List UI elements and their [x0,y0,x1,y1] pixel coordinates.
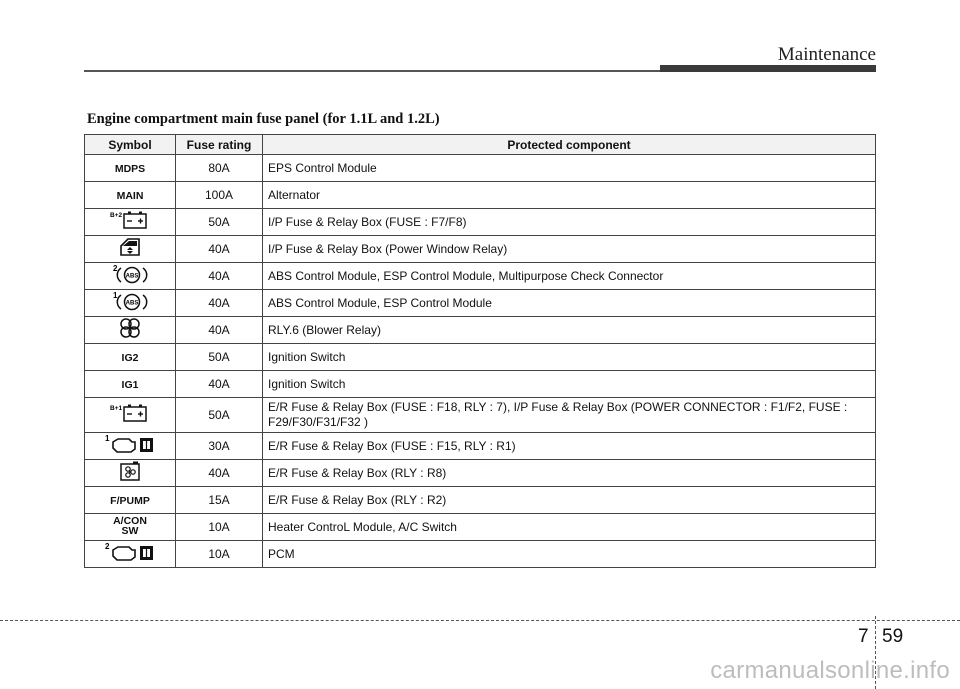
fuse-rating-cell: 40A [176,317,263,344]
fuse-rating-cell: 40A [176,236,263,263]
symbol-cell [85,398,176,433]
battery-icon [110,403,150,427]
protected-component-cell: Alternator [263,182,876,209]
header-symbol: Symbol [85,135,176,155]
protected-component-cell: E/R Fuse & Relay Box (FUSE : F15, RLY : R1) [263,433,876,460]
fuse-rating-cell: 40A [176,460,263,487]
table-row [85,317,876,344]
symbol-cell [85,460,176,487]
symbol-cell [85,263,176,290]
table-row [85,182,876,209]
symbol-cell [85,371,176,398]
symbol-cell [85,290,176,317]
fuse-rating-cell: 30A [176,433,263,460]
symbol-label: IG2 [121,351,139,364]
page-section-number: 7 [858,626,869,647]
table-row [85,236,876,263]
page-number: 59 [882,626,904,647]
protected-component-cell: I/P Fuse & Relay Box (Power Window Relay) [263,236,876,263]
battery-icon [110,210,150,234]
fuse-rating-cell: 50A [176,209,263,236]
abs-index: 2 [113,264,118,273]
symbol-cell [85,317,176,344]
fuse-rating-cell: 80A [176,155,263,182]
header-rule [84,70,660,72]
fuse-rating-cell: 10A [176,541,263,568]
engine-index: 1 [105,434,110,443]
engine-manual-icon [105,434,155,458]
header-tab-bar [660,65,876,72]
symbol-label: IG1 [121,378,139,391]
fuse-rating-cell: 15A [176,487,263,514]
protected-component-cell: RLY.6 (Blower Relay) [263,317,876,344]
symbol-label: MDPS [114,162,146,175]
fuse-rating-cell: 10A [176,514,263,541]
table-row [85,263,876,290]
table-row [85,487,876,514]
symbol-label: A/CON SW [113,515,147,537]
fuse-rating-cell: 40A [176,263,263,290]
protected-component-cell: E/R Fuse & Relay Box (RLY : R2) [263,487,876,514]
symbol-cell [85,209,176,236]
table-header-row [85,135,876,155]
engine-manual-icon [105,542,155,566]
protected-component-cell: ABS Control Module, ESP Control Module [263,290,876,317]
header-fuse-rating: Fuse rating [176,135,263,155]
symbol-cell [85,541,176,568]
table-row [85,398,876,433]
power-window-icon [119,237,141,261]
abs-index: 1 [113,291,118,300]
cooling-fan-icon [119,461,141,485]
page-header-title: Maintenance [777,44,876,65]
protected-component-cell: Ignition Switch [263,344,876,371]
watermark: carmanualsonline.info [710,657,950,684]
symbol-label: MAIN [116,189,144,202]
header-protected-component: Protected component [263,135,876,155]
protected-component-cell: Ignition Switch [263,371,876,398]
table-row [85,460,876,487]
protected-component-cell: Heater ControL Module, A/C Switch [263,514,876,541]
fuse-rating-cell: 50A [176,344,263,371]
abs-text: ABS [125,273,139,280]
symbol-cell [85,487,176,514]
table-row [85,344,876,371]
table-row [85,433,876,460]
symbol-cell [85,236,176,263]
table-row [85,371,876,398]
fuse-rating-cell: 50A [176,398,263,433]
table-row [85,290,876,317]
symbol-label: F/PUMP [110,494,150,507]
table-row [85,541,876,568]
battery-label: B+1 [110,405,123,412]
table-row [85,209,876,236]
abs-text: ABS [125,300,139,307]
fuse-rating-cell: 40A [176,371,263,398]
section-title: Engine compartment main fuse panel (for 1.1L and 1.2L) [87,111,440,127]
symbol-cell [85,344,176,371]
abs-icon [112,264,148,288]
table-row [85,155,876,182]
battery-label: B+2 [110,212,123,219]
protected-component-cell: E/R Fuse & Relay Box (RLY : R8) [263,460,876,487]
symbol-cell [85,514,176,541]
protected-component-cell: PCM [263,541,876,568]
symbol-cell [85,182,176,209]
engine-index: 2 [105,542,110,551]
protected-component-cell: I/P Fuse & Relay Box (FUSE : F7/F8) [263,209,876,236]
symbol-cell [85,155,176,182]
blower-fan-icon [119,317,141,343]
fuse-table [84,134,876,568]
protected-component-cell: EPS Control Module [263,155,876,182]
table-row [85,514,876,541]
fuse-rating-cell: 40A [176,290,263,317]
abs-icon [112,291,148,315]
fuse-rating-cell: 100A [176,182,263,209]
symbol-cell [85,433,176,460]
footer-dashed-rule [0,620,960,621]
protected-component-cell: ABS Control Module, ESP Control Module, Multipurpose Check Connector [263,263,876,290]
protected-component-cell: E/R Fuse & Relay Box (FUSE : F18, RLY : 7), I/P Fuse & Relay Box (POWER CONNECTOR : F1/F2, FUSE : F29/F30/F31/F32 ) [263,398,876,433]
